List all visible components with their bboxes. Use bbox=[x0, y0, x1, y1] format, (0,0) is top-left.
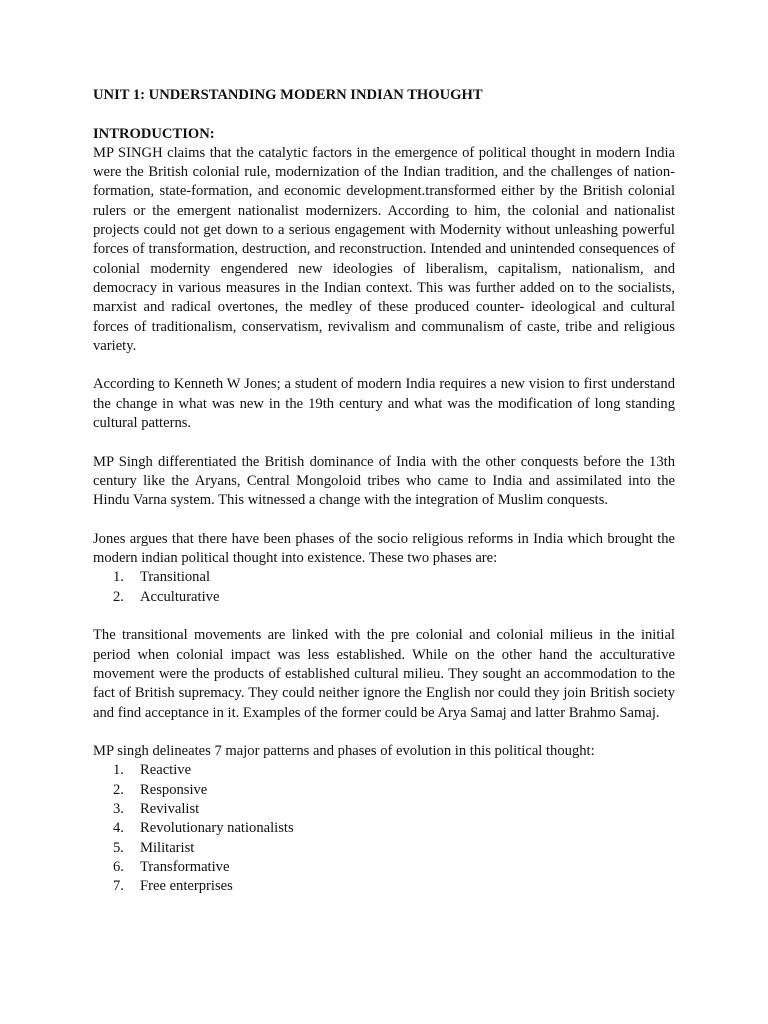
list-item-text: Revivalist bbox=[140, 800, 200, 817]
list-number: 2. bbox=[113, 588, 124, 605]
list-number: 6. bbox=[113, 858, 124, 875]
patterns-list bbox=[93, 761, 675, 896]
list-item bbox=[93, 588, 675, 607]
list-item bbox=[93, 819, 675, 838]
list-item-text: Militarist bbox=[140, 839, 195, 856]
paragraph-seven-patterns: MP singh delineates 7 major patterns and phases of evolution in this political thought: bbox=[93, 743, 595, 760]
list-item-text: Transformative bbox=[140, 858, 230, 875]
list-number: 4. bbox=[113, 820, 124, 837]
paragraph-british-dominance: MP Singh differentiated the British dominance of India with the other conquests before the 13th century like the Aryans, Central Mongoloid tribes who came to India and assimilated into the Hindu Varna system. This witnessed a change with the integration of Muslim conquests. bbox=[93, 453, 675, 509]
paragraph-reform-phases: Jones argues that there have been phases of the socio religious reforms in India which brought the modern indian political thought into existence. These two phases are: bbox=[93, 530, 675, 567]
list-item bbox=[93, 781, 675, 800]
list-item-text: Acculturative bbox=[140, 588, 220, 605]
list-item-text: Revolutionary nationalists bbox=[140, 820, 294, 837]
list-number: 5. bbox=[113, 839, 124, 856]
list-item-text: Free enterprises bbox=[140, 878, 233, 895]
list-item bbox=[93, 568, 675, 587]
paragraph-transitional-movements: The transitional movements are linked with the pre colonial and colonial milieus in the initial period when colonial impact was less established. While on the other hand the acculturative movement were the products of established cultural milieu. They sought an accommodation to the fact of British supremacy. They could neither ignore the English nor could they join British society and find acceptance in it. Examples of the former could be Arya Samaj and latter Brahmo Samaj. bbox=[93, 627, 675, 721]
intro-heading: INTRODUCTION: bbox=[93, 125, 215, 142]
list-item-text: Reactive bbox=[140, 762, 192, 779]
list-number: 1. bbox=[113, 762, 124, 779]
list-number: 2. bbox=[113, 781, 124, 798]
list-number: 1. bbox=[113, 569, 124, 586]
list-item-text: Transitional bbox=[140, 569, 211, 586]
paragraph-jones-vision: According to Kenneth W Jones; a student of modern India requires a new vision to first understand the change in what was new in the 19th century and what was the modification of long standing cultural patterns. bbox=[93, 376, 675, 432]
paragraph-intro: MP SINGH claims that the catalytic factors in the emergence of political thought in modern India were the British colonial rule, modernization of the Indian tradition, and the challenges of nation-formation, state-formation, and economic development.transformed either by the British colonial rulers or the emergent nationalist modernizers. According to him, the colonial and nationalist projects could not get down to a serious engagement with Modernity without unleashing powerful forces of transformation, destruction, and reconstruction. Intended and unintended consequences of colonial modernity engendered new ideologies of liberalism, capitalism, nationalism, and democracy in various measures in the Indian context. This was further added on to the socialists, marxist and radical overtones, the medley of these produced counter- ideological and cultural forces of traditionalism, conservatism, revivalism and communalism of caste, tribe and religious variety. bbox=[93, 144, 675, 354]
list-number: 7. bbox=[113, 878, 124, 895]
list-item bbox=[93, 858, 675, 877]
document-title: UNIT 1: UNDERSTANDING MODERN INDIAN THOUGHT bbox=[93, 87, 483, 103]
list-item bbox=[93, 800, 675, 819]
list-number: 3. bbox=[113, 800, 124, 817]
list-item bbox=[93, 877, 675, 896]
document-page bbox=[93, 86, 675, 896]
list-item-text: Responsive bbox=[140, 781, 208, 798]
list-item bbox=[93, 839, 675, 858]
list-item bbox=[93, 761, 675, 780]
phases-list bbox=[93, 568, 675, 607]
